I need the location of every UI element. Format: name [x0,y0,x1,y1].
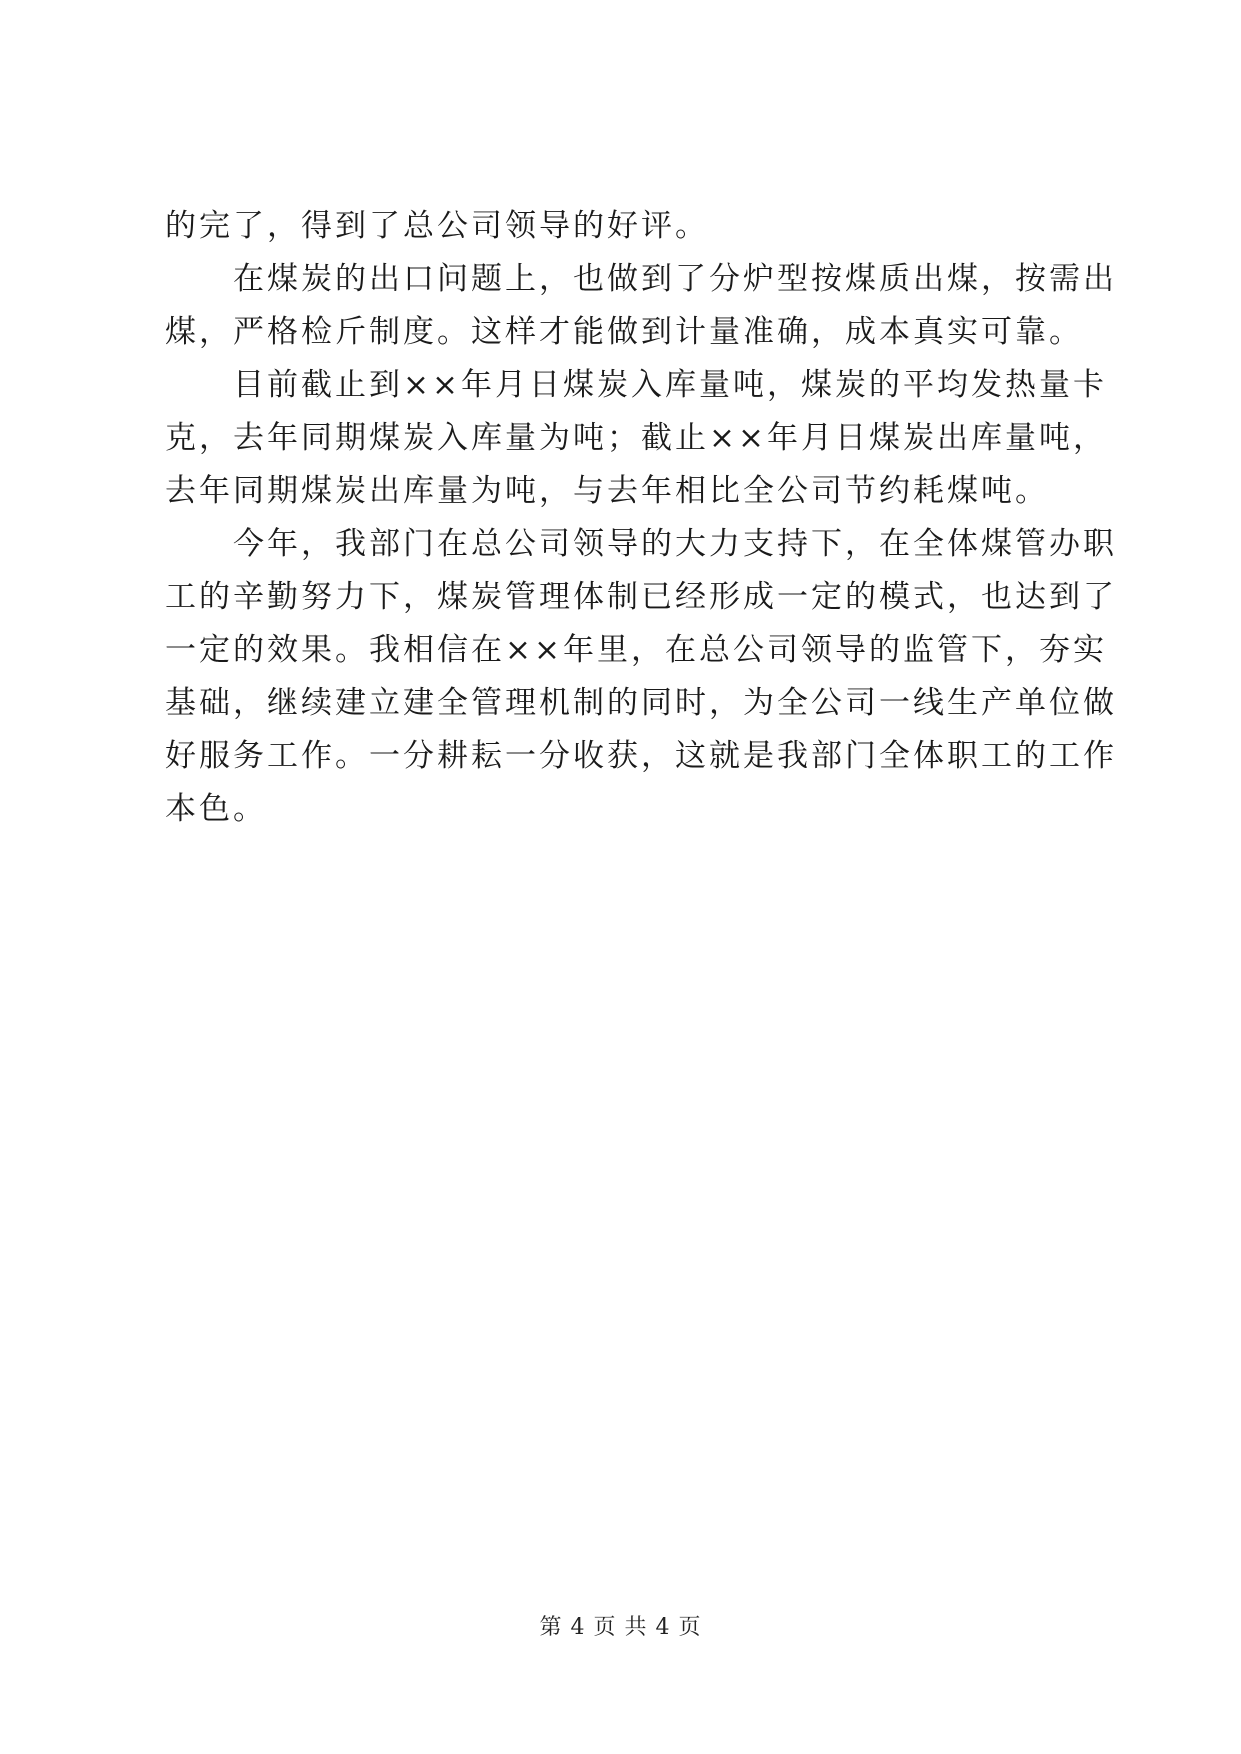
text-line: 煤，严格检斤制度。这样才能做到计量准确，成本真实可靠。 [165,314,1083,350]
paragraph-3 [165,359,1107,518]
text-line: 一定的效果。我相信在××年里，在总公司领导的监管下，夯实 [165,632,1107,668]
text-line: 基础，继续建立建全管理机制的同时，为全公司一线生产单位做 [165,685,1117,721]
text-line: 克，去年同期煤炭入库量为吨；截止××年月日煤炭出库量吨， [165,420,1107,456]
text-line: 目前截止到××年月日煤炭入库量吨，煤炭的平均发热量卡 [233,367,1107,403]
text-line: 好服务工作。一分耕耘一分收获，这就是我部门全体职工的工作 [165,738,1117,774]
text-line: 在煤炭的出口问题上，也做到了分炉型按煤质出煤，按需出 [233,261,1117,297]
text-line: 本色。 [165,791,267,827]
paragraph-4 [165,518,1117,836]
text-line: 工的辛勤努力下，煤炭管理体制已经形成一定的模式，也达到了 [165,579,1117,615]
text-line: 今年，我部门在总公司领导的大力支持下，在全体煤管办职 [233,526,1117,562]
page-footer [0,1610,1241,1641]
text-line: 去年同期煤炭出库量为吨，与去年相比全公司节约耗煤吨。 [165,473,1049,509]
paragraph-2 [165,253,1117,359]
paragraph-1 [165,200,1085,253]
page-body [165,200,1117,836]
page-number: 第 4 页 共 4 页 [539,1615,702,1640]
text-line: 的完了，得到了总公司领导的好评。 [165,208,709,244]
